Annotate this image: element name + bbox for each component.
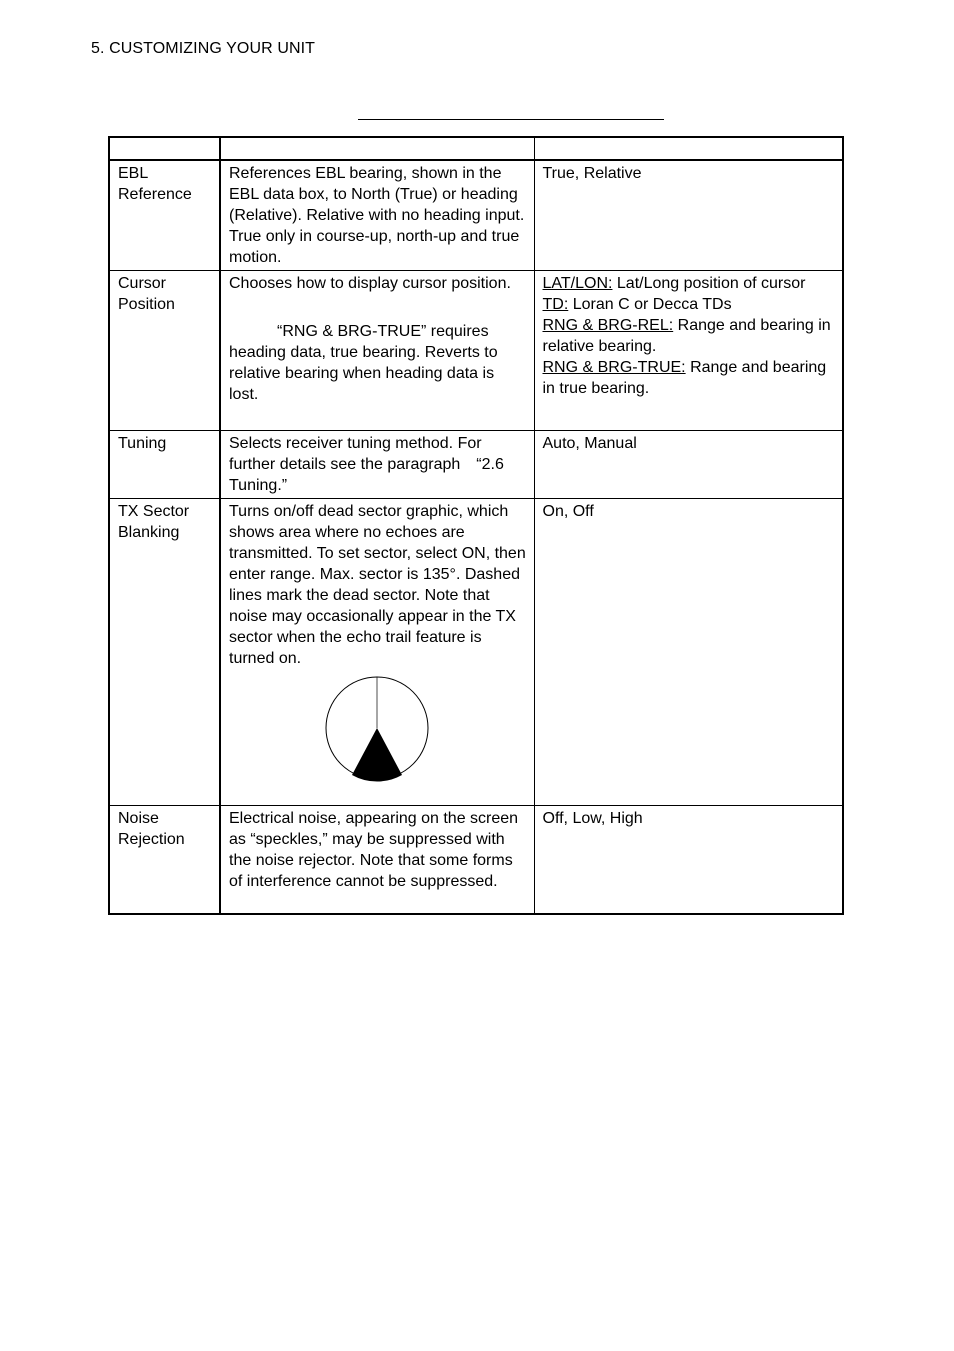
option-term: LAT/LON: (542, 275, 613, 292)
menu-item-cell (109, 806, 220, 914)
description-cell (220, 431, 534, 499)
option-term: TD: (542, 296, 569, 313)
menu-item-label: Tuning (118, 435, 167, 452)
description-text: References EBL bearing, shown in the EBL data box, to North (True) or heading (Relative). Relative with no heading input. True only in course-up, north-up and true motion. (229, 165, 525, 266)
table-row-noise-rejection (109, 806, 843, 914)
description-cell (220, 271, 534, 431)
option-text: Range and bearing in true bearing. (542, 359, 827, 397)
description-text: Electrical noise, appearing on the screen as “speckles,” may be suppressed with the noise rejector. Note that some forms of interference cannot be suppressed. (229, 810, 519, 890)
option-entry (543, 273, 836, 294)
options-cell (534, 806, 843, 914)
table-row-tx-sector-blanking (109, 499, 843, 806)
table-row-cursor-position (109, 271, 843, 431)
options-cell (534, 160, 843, 271)
option-text: Range and bearing in relative bearing. (542, 317, 831, 355)
option-entry (543, 294, 836, 315)
description-text: Chooses how to display cursor position. (229, 275, 511, 292)
running-head: 5. CUSTOMIZING YOUR UNIT (91, 40, 316, 57)
header-description (220, 137, 534, 160)
description-cell (220, 160, 534, 271)
options-text: Off, Low, High (542, 810, 643, 827)
table-header-row (109, 137, 843, 160)
description-text: Turns on/off dead sector graphic, which shows area where no echoes are transmitted. To set sector, select ON, then enter range. Max. sector is 135°. Dashed lines mark the dead sector. Note that noise may occasionally appear in the TX sector when the echo trail feature is turned on. (229, 503, 526, 667)
options-cell (534, 499, 843, 806)
menu-item-label: Position (118, 296, 175, 313)
menu-item-label: Reference (118, 186, 192, 203)
menu-item-label: Cursor (118, 275, 167, 292)
menu-item-label: Rejection (118, 831, 185, 848)
description-cell (220, 499, 534, 806)
header-menu-item (109, 137, 220, 160)
options-text: Auto, Manual (542, 435, 637, 452)
menu-item-cell (109, 431, 220, 499)
menu-item-label: Noise (118, 810, 159, 827)
menu-item-label: TX Sector (118, 503, 190, 520)
options-text: True, Relative (542, 165, 642, 182)
description-text: Selects receiver tuning method. For further details see the paragraph (229, 435, 482, 473)
options-text: On, Off (542, 503, 594, 520)
menu-item-label: EBL (118, 165, 149, 182)
table-title-rule (358, 119, 664, 120)
options-cell (534, 271, 843, 431)
header-options (534, 137, 843, 160)
option-text: Loran C or Decca TDs (568, 296, 732, 313)
option-term: RNG & BRG-REL: (542, 317, 674, 334)
option-term: RNG & BRG-TRUE: (542, 359, 686, 376)
menu-settings-table (108, 136, 844, 915)
note-text: “RNG & BRG-TRUE” requires heading data, true bearing. Reverts to relative bearing when heading data is lost. (229, 323, 498, 403)
option-text: Lat/Long position of cursor (612, 275, 806, 292)
table-row-ebl-reference (109, 160, 843, 271)
option-entry (543, 357, 836, 399)
description-text: “2.6 Tuning.” (229, 456, 504, 494)
option-entry (543, 315, 836, 357)
description-note (229, 321, 527, 405)
menu-item-cell (109, 271, 220, 431)
dead-sector-diagram-icon (325, 676, 431, 782)
menu-item-cell (109, 160, 220, 271)
options-cell (534, 431, 843, 499)
menu-item-label: Blanking (118, 524, 180, 541)
menu-item-cell (109, 499, 220, 806)
description-cell (220, 806, 534, 914)
table-row-tuning (109, 431, 843, 499)
